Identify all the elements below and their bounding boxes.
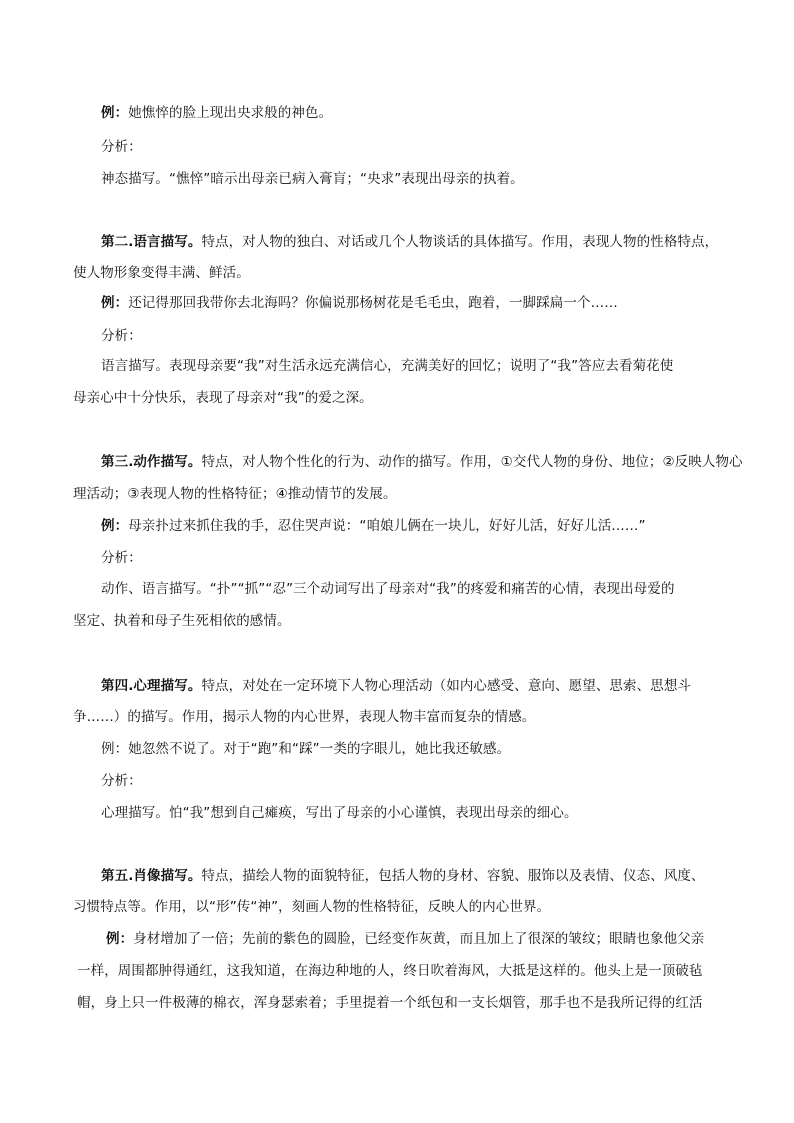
analysis-text-2: 坚定、执着和母子生死相依的感情。 xyxy=(73,613,291,629)
section-5-example-3: 帽，身上只一件极薄的棉衣，浑身瑟索着；手里提着一个纸包和一支长烟管，那手也不是我所记得的红活 xyxy=(77,995,703,1011)
section-3-line-1 xyxy=(101,453,743,471)
section-2-desc: 特点，对人物的独白、对话或几个人物谈话的具体描写。作用，表现人物的性格特点， xyxy=(201,234,719,250)
analysis-label: 分析： xyxy=(101,550,142,566)
analysis-text: 神态描写。“憔悴”暗示出母亲已病入膏肓；“央求”表现出母亲的执着。 xyxy=(101,171,524,187)
example-label: 例： xyxy=(106,931,134,947)
section-5-example-2: 一样，周围都肿得通红，这我知道，在海边种地的人，终日吹着海风，大抵是这样的。他头上是一顶破毡 xyxy=(77,963,703,979)
section-3-desc: 特点，对人物个性化的行为、动作的描写。作用，①交代人物的身份、地位；②反映人物心 xyxy=(201,454,743,470)
section-4-desc: 特点，对处在一定环境下人物心理活动（如内心感受、意向、愿望、思索、思想斗 xyxy=(201,678,692,694)
section-2-line-1 xyxy=(101,233,718,251)
analysis-label: 分析： xyxy=(101,139,142,155)
section-4-desc-2: 争……）的描写。作用，揭示人物的内心世界，表现人物丰富而复杂的情感。 xyxy=(73,709,536,725)
analysis-text-1: 语言描写。表现母亲要“我”对生活永远充满信心，充满美好的回忆；说明了“我”答应去看菊花使 xyxy=(101,358,674,374)
section-5-desc-2: 习惯特点等。作用，以“形”传“神”，刻画人物的性格特征，反映人的内心世界。 xyxy=(73,899,551,915)
section-2-heading: 第二.语言描写。 xyxy=(101,234,202,250)
example-text: 她憔悴的脸上现出央求般的神色。 xyxy=(128,105,333,121)
analysis-text: 心理描写。怕“我”想到自己瘫痪，写出了母亲的小心谨慎，表现出母亲的细心。 xyxy=(101,805,578,821)
section-5-heading: 第五.肖像描写。 xyxy=(101,868,202,884)
section-3-heading: 第三.动作描写。 xyxy=(101,454,202,470)
section-3-example xyxy=(101,517,646,535)
section-3-desc-2: 理活动；③表现人物的性格特征；④推动情节的发展。 xyxy=(73,486,397,502)
section-2-desc-2: 使人物形象变得丰满、鲜活。 xyxy=(73,265,250,281)
example-text: 还记得那回我带你去北海吗？你偏说那杨树花是毛毛虫，跑着，一脚踩扁一个…… xyxy=(128,295,618,311)
analysis-label: 分析： xyxy=(101,328,142,344)
analysis-text-2: 母亲心中十分快乐，表现了母亲对“我”的爱之深。 xyxy=(73,390,373,406)
analysis-label: 分析： xyxy=(101,773,142,789)
section-5-line-1 xyxy=(101,867,705,885)
section-2-example xyxy=(101,294,618,312)
section-5-example-1 xyxy=(106,930,704,948)
section-4-heading: 第四.心理描写。 xyxy=(101,678,202,694)
example-label: 例： xyxy=(101,518,129,534)
section-5-desc: 特点，描绘人物的面貌特征，包括人物的身材、容貌、服饰以及表情、仪态、风度、 xyxy=(201,868,705,884)
example-line xyxy=(101,104,332,122)
example-text: 母亲扑过来抓住我的手，忍住哭声说：“咱娘儿俩在一块儿，好好儿活，好好儿活……” xyxy=(128,518,646,534)
example-label: 例： xyxy=(101,295,129,311)
example-text: 身材增加了一倍；先前的紫色的圆脸，已经变作灰黄，而且加上了很深的皱纹；眼睛也象他父亲 xyxy=(133,931,705,947)
analysis-text-1: 动作、语言描写。“扑”“抓”“忍”三个动词写出了母亲对“我”的疼爱和痛苦的心情，表现出母爱的 xyxy=(101,581,675,597)
section-4-example: 例：她忽然不说了。对于“跑”和“踩”一类的字眼儿，她比我还敏感。 xyxy=(101,741,511,757)
section-4-line-1 xyxy=(101,677,691,695)
example-label: 例： xyxy=(101,105,129,121)
